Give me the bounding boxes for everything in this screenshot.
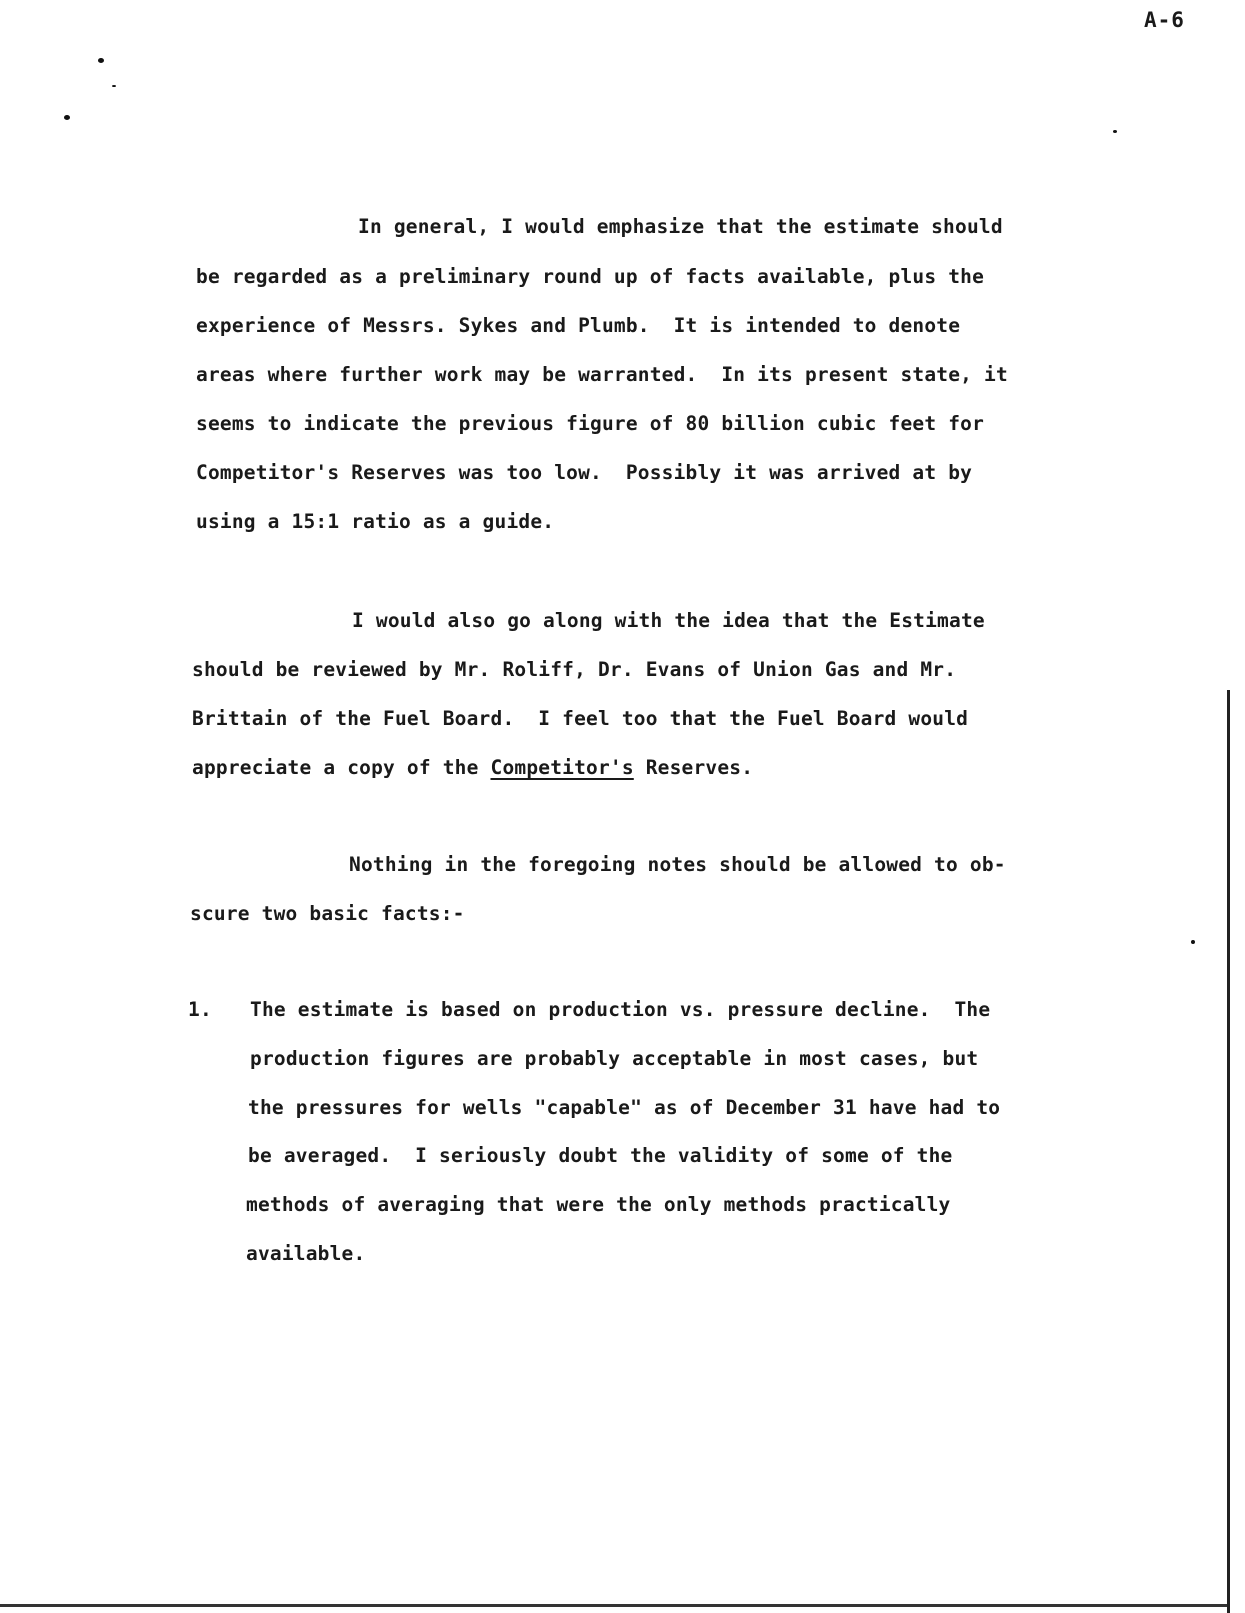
item-line: available.	[246, 1242, 366, 1265]
scan-speck	[98, 58, 104, 63]
scan-speck	[1191, 940, 1195, 944]
page-number: A-6	[1144, 8, 1185, 32]
paragraph-line	[192, 758, 753, 778]
paragraph-line: scure two basic facts:-	[190, 902, 465, 925]
scan-speck	[112, 85, 116, 87]
paragraph-line: be regarded as a preliminary round up of facts available, plus the	[196, 265, 985, 288]
paragraph-line: Nothing in the foregoing notes should be allowed to ob-	[349, 853, 1006, 876]
item-line: the pressures for wells "capable" as of December 31 have had to	[248, 1096, 1001, 1119]
item-line: The estimate is based on production vs. pressure decline. The	[250, 998, 991, 1021]
scan-speck	[64, 115, 70, 120]
paragraph-line: experience of Messrs. Sykes and Plumb. It is intended to denote	[196, 314, 961, 337]
paragraph-line: I would also go along with the idea that the Estimate	[352, 609, 985, 632]
item-line: production figures are probably acceptable in most cases, but	[250, 1047, 979, 1070]
item-number: 1.	[188, 998, 212, 1021]
scan-speck	[1113, 130, 1117, 133]
paragraph-line: In general, I would emphasize that the estimate should	[358, 215, 1003, 238]
paragraph-line: Brittain of the Fuel Board. I feel too that the Fuel Board would	[192, 707, 969, 730]
paragraph-line: should be reviewed by Mr. Roliff, Dr. Evans of Union Gas and Mr.	[192, 658, 957, 681]
line-text: appreciate a copy of the	[192, 756, 491, 779]
item-line: methods of averaging that were the only methods practically	[246, 1193, 951, 1216]
underlined-word: Competitor's	[490, 756, 634, 779]
paragraph-line: using a 15:1 ratio as a guide.	[196, 510, 555, 533]
paragraph-line: Competitor's Reserves was too low. Possibly it was arrived at by	[196, 461, 973, 484]
paragraph-line: areas where further work may be warranted. In its present state, it	[196, 363, 1008, 386]
scan-bottom-edge	[0, 1604, 1227, 1607]
scan-right-edge	[1227, 690, 1230, 1613]
line-text: Reserves.	[633, 756, 754, 779]
paragraph-line: seems to indicate the previous figure of 80 billion cubic feet for	[196, 412, 985, 435]
item-line: be averaged. I seriously doubt the validity of some of the	[248, 1144, 953, 1167]
